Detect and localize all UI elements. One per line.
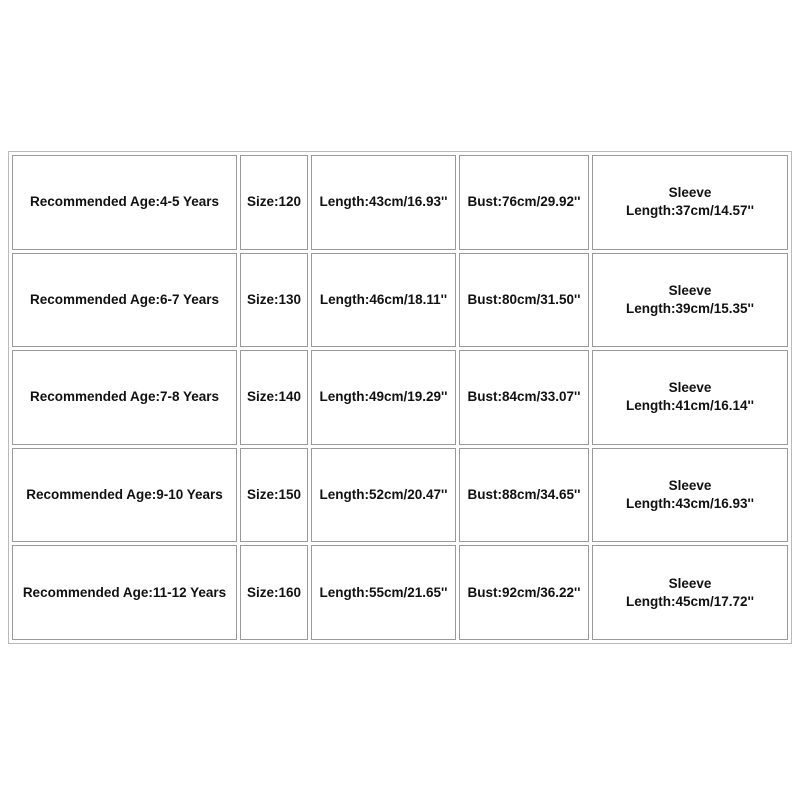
sleeve-title: Sleeve [668, 478, 712, 494]
sleeve-cell [592, 448, 788, 543]
length-cell: Length:43cm/16.93'' [311, 155, 456, 250]
sleeve-title: Sleeve [668, 380, 712, 396]
bust-cell: Bust:92cm/36.22'' [459, 545, 589, 640]
bust-cell: Bust:84cm/33.07'' [459, 350, 589, 445]
size-cell: Size:130 [240, 253, 308, 348]
age-cell: Recommended Age:11-12 Years [12, 545, 237, 640]
bust-cell: Bust:80cm/31.50'' [459, 253, 589, 348]
sleeve-title: Sleeve [668, 185, 712, 201]
sleeve-length: Length:41cm/16.14'' [626, 398, 754, 414]
age-cell: Recommended Age:6-7 Years [12, 253, 237, 348]
age-cell: Recommended Age:4-5 Years [12, 155, 237, 250]
age-cell: Recommended Age:9-10 Years [12, 448, 237, 543]
length-cell: Length:46cm/18.11'' [311, 253, 456, 348]
table-row [12, 545, 788, 640]
size-cell: Size:140 [240, 350, 308, 445]
sleeve-cell [592, 155, 788, 250]
sleeve-cell [592, 350, 788, 445]
bust-cell: Bust:76cm/29.92'' [459, 155, 589, 250]
age-cell: Recommended Age:7-8 Years [12, 350, 237, 445]
length-cell: Length:49cm/19.29'' [311, 350, 456, 445]
table-row [12, 448, 788, 543]
sleeve-title: Sleeve [668, 575, 712, 591]
size-chart-table [8, 151, 792, 644]
bust-cell: Bust:88cm/34.65'' [459, 448, 589, 543]
length-cell: Length:55cm/21.65'' [311, 545, 456, 640]
sleeve-length: Length:39cm/15.35'' [626, 300, 754, 316]
sleeve-cell [592, 545, 788, 640]
sleeve-length: Length:43cm/16.93'' [626, 496, 754, 512]
sleeve-title: Sleeve [668, 282, 712, 298]
size-cell: Size:150 [240, 448, 308, 543]
sleeve-cell [592, 253, 788, 348]
size-cell: Size:120 [240, 155, 308, 250]
sleeve-length: Length:45cm/17.72'' [626, 593, 754, 609]
size-cell: Size:160 [240, 545, 308, 640]
length-cell: Length:52cm/20.47'' [311, 448, 456, 543]
table-row [12, 155, 788, 250]
table-row [12, 350, 788, 445]
table-row [12, 253, 788, 348]
sleeve-length: Length:37cm/14.57'' [626, 203, 754, 219]
size-chart-body [12, 155, 788, 640]
